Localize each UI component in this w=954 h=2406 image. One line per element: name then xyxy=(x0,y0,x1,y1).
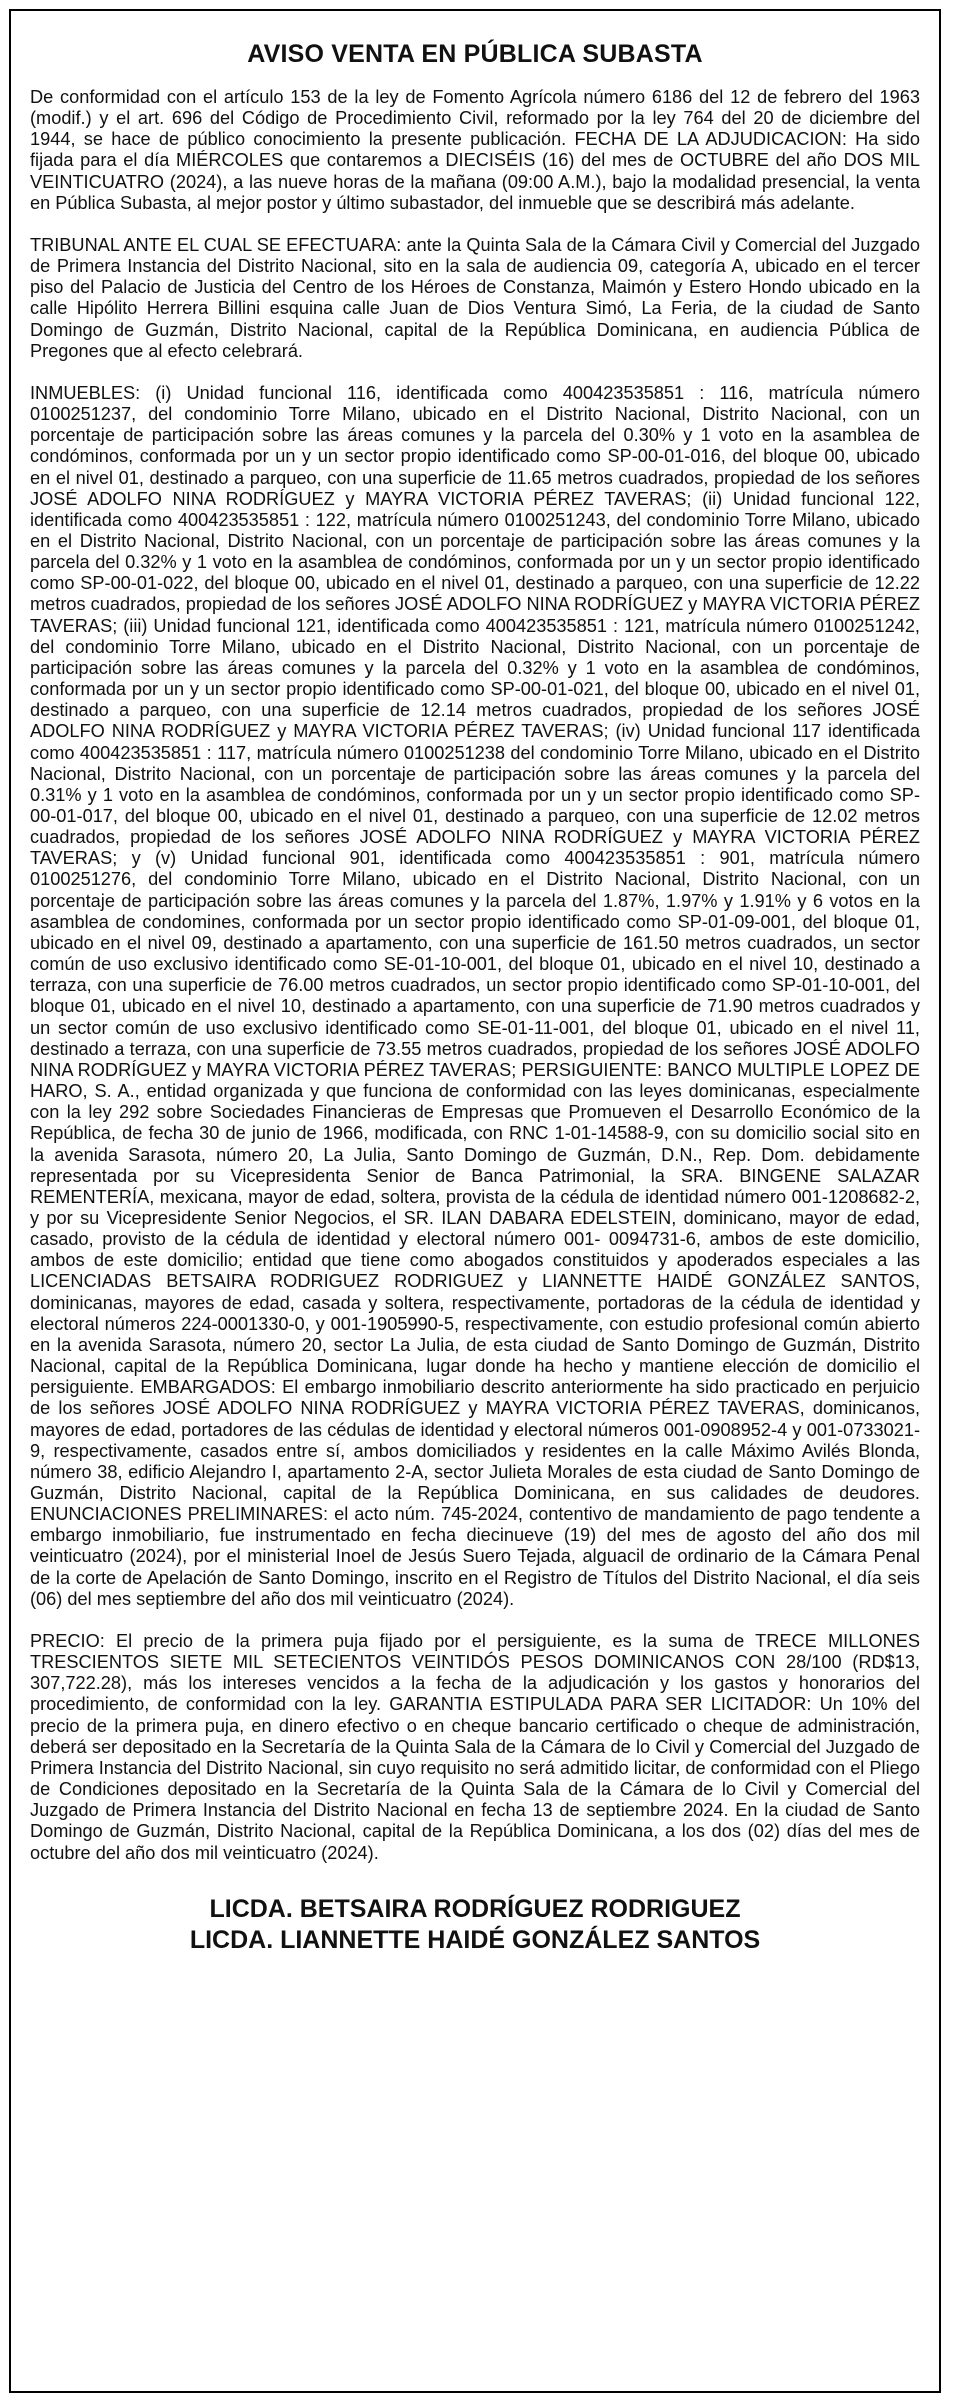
paragraph-price: PRECIO: El precio de la primera puja fijado por el persiguiente, es la suma de TRECE MILLONES TRESCIENTOS SIETE MIL SETECIENTOS VEINTIDÓS PESOS DOMINICANOS CON 28/100 (RD$13, 307,722.28), más los intereses vencidos a la fecha de la adjudicación y los gastos y honorarios del procedimiento, de conformidad con la ley. GARANTIA ESTIPULADA PARA SER LICITADOR: Un 10% del precio de la primera puja, en dinero efectivo o en cheque bancario certificado o cheque de administración, deberá ser depositado en la Secretaría de la Quinta Sala de la Cámara de lo Civil y Comercial del Juzgado de Primera Instancia del Distrito Nacional, sin cuyo requisito no será admitido licitar, de conformidad con el Pliego de Condiciones depositado en la Secretaría de la Quinta Sala de la Cámara de lo Civil y Comercial del Juzgado de Primera Instancia del Distrito Nacional en fecha 13 de septiembre 2024. En la ciudad de Santo Domingo de Guzmán, Distrito Nacional, capital de la República Dominicana, a los dos (02) días del mes de octubre del año dos mil veinticuatro (2024). xyxy=(30,1630,920,1863)
legal-notice xyxy=(9,9,941,2393)
signature-block xyxy=(30,1894,920,1956)
paragraph-adjudication-date: De conformidad con el artículo 153 de la ley de Fomento Agrícola número 6186 del 12 de febrero del 1963 (modif.) y el art. 696 del Código de Procedimiento Civil, reformado por la ley 764 del 20 de diciembre del 1944, se hace de público conocimiento la presente publicación. FECHA DE LA ADJUDICACION: Ha sido fijada para el día MIÉRCOLES que contaremos a DIECISÉIS (16) del mes de OCTUBRE del año DOS MIL VEINTICUATRO (2024), a las nueve horas de la mañana (09:00 A.M.), bajo la modalidad presencial, la venta en Pública Subasta, al mejor postor y último subastador, del inmueble que se describirá más adelante. xyxy=(30,87,920,213)
paragraph-properties: INMUEBLES: (i) Unidad funcional 116, identificada como 400423535851 : 116, matrícula número 0100251237, del condominio Torre Milano, ubicado en el Distrito Nacional, Distrito Nacional, con un porcentaje de participación sobre las áreas comunes y la parcela del 0.30% y 1 voto en la asamblea de condóminos, conformada por un y un sector propio identificado como SP-00-01-016, del bloque 00, ubicado en el nivel 01, destinado a parqueo, con una superficie de 11.65 metros cuadrados, propiedad de los señores JOSÉ ADOLFO NINA RODRÍGUEZ y MAYRA VICTORIA PÉREZ TAVERAS; (ii) Unidad funcional 122, identificada como 400423535851 : 122, matrícula número 0100251243, del condominio Torre Milano, ubicado en el Distrito Nacional, Distrito Nacional, con un porcentaje de participación sobre las áreas comunes y la parcela del 0.32% y 1 voto en la asamblea de condóminos, conformada por un y un sector propio identificado como SP-00-01-022, del bloque 00, ubicado en el nivel 01, destinado a parqueo, con una superficie de 12.22 metros cuadrados, propiedad de los señores JOSÉ ADOLFO NINA RODRÍGUEZ y MAYRA VICTORIA PÉREZ TAVERAS; (iii) Unidad funcional 121, identificada como 400423535851 : 121, matrícula número 0100251242, del condominio Torre Milano, ubicado en el Distrito Nacional, Distrito Nacional, con un porcentaje de participación sobre las áreas comunes y la parcela del 0.32% y 1 voto en la asamblea de condóminos, conformada por un y un sector propio identificado como SP-00-01-021, del bloque 00, ubicado en el nivel 01, destinado a parqueo, con una superficie de 12.14 metros cuadrados, propiedad de los señores JOSÉ ADOLFO NINA RODRÍGUEZ y MAYRA VICTORIA PÉREZ TAVERAS; (iv) Unidad funcional 117 identificada como 400423535851 : 117, matrícula número 0100251238 del condominio Torre Milano, ubicado en el Distrito Nacional, Distrito Nacional, con un porcentaje de participación sobre las áreas comunes y la parcela del 0.31% y 1 voto en la asamblea de condóminos, conformada por un y un sector propio identificado como SP-00-01-017, del bloque 00, ubicado en el nivel 01, destinado a parqueo, con una superficie de 12.02 metros cuadrados, propiedad de los señores JOSÉ ADOLFO NINA RODRÍGUEZ y MAYRA VICTORIA PÉREZ TAVERAS; y (v) Unidad funcional 901, identificada como 400423535851 : 901, matrícula número 0100251276, del condominio Torre Milano, ubicado en el Distrito Nacional, Distrito Nacional, con un porcentaje de participación sobre las áreas comunes y la parcela del 1.87%, 1.97% y 1.91% y 6 votos en la asamblea de condomines, conformada por un sector propio identificado como SP-01-09-001, del bloque 01, ubicado en el nivel 09, destinado a apartamento, con una superficie de 161.50 metros cuadrados, un sector común de uso exclusivo identificado como SE-01-10-001, del bloque 01, ubicado en el nivel 10, destinado a terraza, con una superficie de 76.00 metros cuadrados, un sector propio identificado como SP-01-10-001, del bloque 01, ubicado en el nivel 10, destinado a apartamento, con una superficie de 71.90 metros cuadrados y un sector común de uso exclusivo identificado como SE-01-11-001, del bloque 01, ubicado en el nivel 11, destinado a terraza, con una superficie de 73.55 metros cuadrados, propiedad de los señores JOSÉ ADOLFO NINA RODRÍGUEZ y MAYRA VICTORIA PÉREZ TAVERAS; PERSIGUIENTE: BANCO MULTIPLE LOPEZ DE HARO, S. A., entidad organizada y que funciona de conformidad con las leyes dominicanas, especialmente con la ley 292 sobre Sociedades Financieras de Empresas que Promueven el Desarrollo Económico de la República, de fecha 30 de junio de 1966, modificada, con RNC 1-01-14588-9, con su domicilio social sito en la avenida Sarasota, número 20, La Julia, Santo Domingo de Guzmán, D.N., Rep. Dom. debidamente representada por su Vicepresidenta Senior de Banca Patrimonial, la SRA. BINGENE SALAZAR REMENTERÍA, mexicana, mayor de edad, soltera, provista de la cédula de identidad número 001-1208682-2, y por su Vicepresidente Senior Negocios, el SR. ILAN DABARA EDELSTEIN, dominicano, mayor de edad, casado, provisto de la cédula de identidad y electoral número 001- 0094731-6, ambos de este domicilio, ambos de este domicilio; entidad que tiene como abogados constituidos y apoderados especiales a las LICENCIADAS BETSAIRA RODRIGUEZ RODRIGUEZ y LIANNETTE HAIDÉ GONZÁLEZ SANTOS, dominicanas, mayores de edad, casada y soltera, respectivamente, portadoras de la cédula de identidad y electoral números 224-0001330-0, y 001-1905990-5, respectivamente, con estudio profesional común abierto en la avenida Sarasota, número 20, sector La Julia, de esta ciudad de Santo Domingo de Guzmán, Distrito Nacional, capital de la República Dominicana, lugar donde ha hecho y mantiene elección de domicilio el persiguiente. EMBARGADOS: El embargo inmobiliario descrito anteriormente ha sido practicado en perjuicio de los señores JOSÉ ADOLFO NINA RODRÍGUEZ y MAYRA VICTORIA PÉREZ TAVERAS, dominicanos, mayores de edad, portadores de las cédulas de identidad y electoral números 001-0908952-4 y 001-0733021-9, respectivamente, casados entre sí, ambos domiciliados y residentes en la calle Máximo Avilés Blonda, número 38, edificio Alejandro I, apartamento 2-A, sector Julieta Morales de esta ciudad de Santo Domingo de Guzmán, Distrito Nacional, capital de la República Dominicana, en sus calidades de deudores. ENUNCIACIONES PRELIMINARES: el acto núm. 745-2024, contentivo de mandamiento de pago tendente a embargo inmobiliario, fue instrumentado en fecha diecinueve (19) del mes de agosto del año dos mil veinticuatro (2024), por el ministerial Inoel de Jesús Suero Tejada, alguacil de ordinario de la Cámara Penal de la corte de Apelación de Santo Domingo, inscrito en el Registro de Títulos del Distrito Nacional, el día seis (06) del mes septiembre del año dos mil veinticuatro (2024). xyxy=(30,382,920,1609)
notice-title: AVISO VENTA EN PÚBLICA SUBASTA xyxy=(247,40,703,68)
signature-betsaira: LICDA. BETSAIRA RODRÍGUEZ RODRIGUEZ xyxy=(209,1894,741,1923)
signature-liannette: LICDA. LIANNETTE HAIDÉ GONZÁLEZ SANTOS xyxy=(189,1925,761,1954)
paragraph-tribunal: TRIBUNAL ANTE EL CUAL SE EFECTUARA: ante la Quinta Sala de la Cámara Civil y Comercial del Juzgado de Primera Instancia del Distrito Nacional, sito en la sala de audiencia 09, categoría A, ubicado en el tercer piso del Palacio de Justicia del Centro de los Héroes de Constanza, Maimón y Estero Hondo ubicado en la calle Hipólito Herrera Billini esquina calle Juan de Dios Ventura Simó, La Feria, de la ciudad de Santo Domingo de Guzmán, Distrito Nacional, capital de la República Dominicana, en audiencia Pública de Pregones que al efecto celebrará. xyxy=(30,234,920,361)
